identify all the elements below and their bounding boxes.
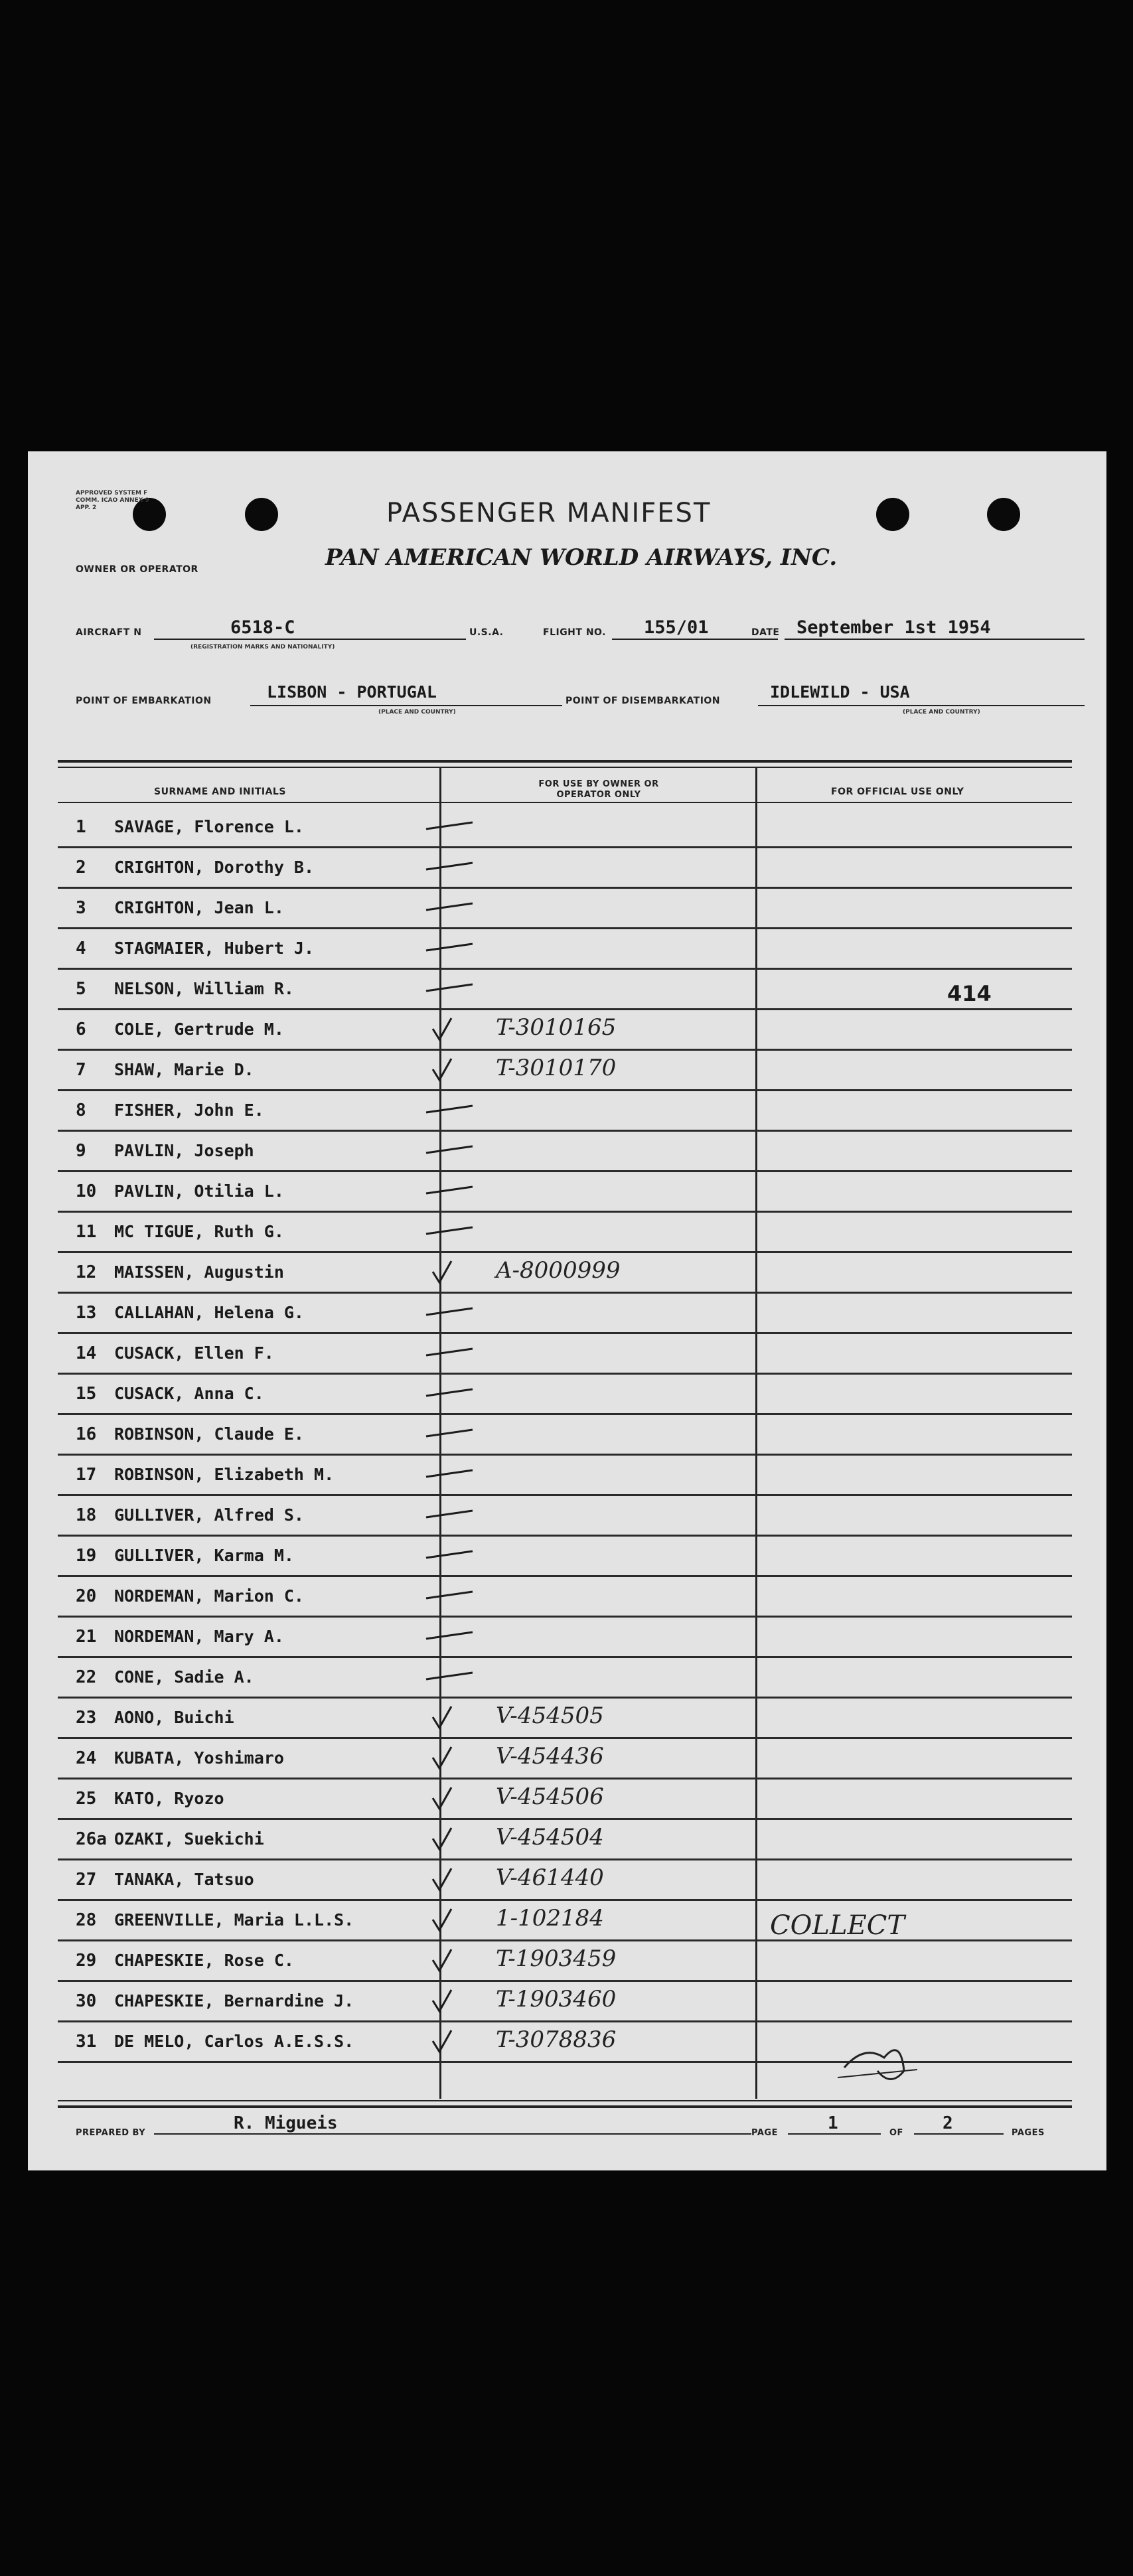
check-mark bbox=[426, 814, 479, 841]
passenger-number: 14 bbox=[76, 1343, 97, 1363]
check-mark bbox=[426, 1989, 479, 2015]
check-mark bbox=[426, 895, 479, 922]
passenger-number: 25 bbox=[76, 1789, 97, 1809]
airline-name: PAN AMERICAN WORLD AIRWAYS, INC. bbox=[325, 544, 838, 571]
row-rule bbox=[58, 1494, 1072, 1496]
disembark-sub: (PLACE AND COUNTRY) bbox=[903, 709, 980, 716]
check-mark bbox=[426, 936, 479, 962]
check-mark bbox=[426, 1503, 479, 1529]
row-rule bbox=[58, 1737, 1072, 1739]
row-rule bbox=[58, 1211, 1072, 1213]
disembark-value: IDLEWILD - USA bbox=[770, 682, 910, 702]
date-label: DATE bbox=[751, 627, 780, 638]
passenger-number: 28 bbox=[76, 1910, 97, 1930]
passenger-number: 18 bbox=[76, 1505, 97, 1525]
row-rule bbox=[58, 1251, 1072, 1253]
passenger-name: KATO, Ryozo bbox=[114, 1789, 224, 1808]
passenger-number: 13 bbox=[76, 1303, 97, 1323]
table-bottom-rule bbox=[58, 2100, 1072, 2101]
row-rule bbox=[58, 1130, 1072, 1132]
form-title: PASSENGER MANIFEST bbox=[386, 498, 712, 528]
passenger-name: ROBINSON, Elizabeth M. bbox=[114, 1465, 335, 1484]
check-mark bbox=[426, 855, 479, 881]
official-initials-scribble bbox=[838, 2031, 924, 2091]
manifest-sheet bbox=[28, 451, 1106, 2170]
row-rule bbox=[58, 1858, 1072, 1860]
passenger-name: CUSACK, Ellen F. bbox=[114, 1343, 274, 1363]
of-value: 2 bbox=[943, 2113, 953, 2133]
passenger-number: 4 bbox=[76, 939, 86, 958]
passenger-name: GREENVILLE, Maria L.L.S. bbox=[114, 1910, 354, 1930]
passenger-number: 29 bbox=[76, 1951, 97, 1971]
passenger-number: 19 bbox=[76, 1546, 97, 1566]
check-mark bbox=[426, 1584, 479, 1610]
punch-hole bbox=[245, 498, 278, 531]
passenger-name: NORDEMAN, Marion C. bbox=[114, 1586, 304, 1606]
row-rule bbox=[58, 2020, 1072, 2022]
row-rule bbox=[58, 1089, 1072, 1091]
passenger-name: CALLAHAN, Helena G. bbox=[114, 1303, 304, 1322]
aircraft-value: 6518-C bbox=[230, 617, 295, 638]
check-mark bbox=[426, 1705, 479, 1732]
passenger-number: 2 bbox=[76, 858, 86, 877]
row-rule bbox=[58, 1575, 1072, 1577]
passenger-name: AONO, Buichi bbox=[114, 1708, 234, 1727]
row-rule bbox=[58, 1454, 1072, 1456]
check-mark bbox=[426, 1624, 479, 1651]
row-rule bbox=[58, 1535, 1072, 1537]
check-mark bbox=[426, 1098, 479, 1124]
check-mark bbox=[426, 1827, 479, 1853]
document-number: T-3078836 bbox=[496, 2026, 617, 2053]
row-rule bbox=[58, 1049, 1072, 1051]
passenger-name: CONE, Sadie A. bbox=[114, 1667, 254, 1687]
col-surname-header: SURNAME AND INITIALS bbox=[154, 787, 286, 797]
passenger-number: 1 bbox=[76, 817, 86, 837]
row-rule bbox=[58, 1818, 1072, 1820]
passenger-name: FISHER, John E. bbox=[114, 1100, 264, 1120]
document-number: T-3010165 bbox=[496, 1014, 617, 1041]
passenger-name: DE MELO, Carlos A.E.S.S. bbox=[114, 2032, 354, 2051]
row-rule bbox=[58, 968, 1072, 970]
check-mark bbox=[426, 1543, 479, 1570]
collect-note: COLLECT bbox=[770, 1910, 905, 1941]
row-rule bbox=[58, 1332, 1072, 1334]
punch-hole bbox=[987, 498, 1020, 531]
passenger-name: ROBINSON, Claude E. bbox=[114, 1424, 304, 1444]
page-value: 1 bbox=[828, 2113, 838, 2133]
row-rule bbox=[58, 846, 1072, 848]
row-rule bbox=[58, 1980, 1072, 1982]
passenger-name: SHAW, Marie D. bbox=[114, 1060, 254, 1079]
passenger-number: 24 bbox=[76, 1748, 97, 1768]
passenger-name: NORDEMAN, Mary A. bbox=[114, 1627, 284, 1646]
flight-label: FLIGHT NO. bbox=[543, 627, 606, 638]
passenger-number: 20 bbox=[76, 1586, 97, 1606]
approval-stamp: APPROVED SYSTEM F COMM. ICAO ANNEX 9 APP. 2 bbox=[76, 490, 149, 511]
passenger-number: 22 bbox=[76, 1667, 97, 1687]
passenger-number: 27 bbox=[76, 1870, 97, 1890]
passenger-number: 6 bbox=[76, 1020, 86, 1039]
passenger-name: CHAPESKIE, Rose C. bbox=[114, 1951, 294, 1970]
prepared-value: R. Migueis bbox=[234, 2113, 338, 2133]
passenger-number: 26a bbox=[76, 1829, 107, 1849]
document-number: V-454436 bbox=[496, 1743, 604, 1770]
flight-value: 155/01 bbox=[644, 617, 709, 638]
passenger-name: KUBATA, Yoshimaro bbox=[114, 1748, 284, 1768]
document-number: V-454506 bbox=[496, 1783, 604, 1810]
aircraft-label: AIRCRAFT N bbox=[76, 627, 142, 638]
passenger-number: 3 bbox=[76, 898, 86, 918]
check-mark bbox=[426, 1867, 479, 1894]
col-owner-header: FOR USE BY OWNER OR OPERATOR ONLY bbox=[538, 779, 659, 800]
passenger-number: 16 bbox=[76, 1424, 97, 1444]
embark-value: LISBON - PORTUGAL bbox=[267, 682, 437, 702]
document-number: V-454505 bbox=[496, 1703, 604, 1729]
punch-hole bbox=[876, 498, 909, 531]
row-rule bbox=[58, 1697, 1072, 1699]
document-number: V-454504 bbox=[496, 1824, 604, 1851]
check-mark bbox=[426, 1908, 479, 1934]
passenger-name: MAISSEN, Augustin bbox=[114, 1262, 284, 1282]
check-mark bbox=[426, 1381, 479, 1408]
passenger-name: CRIGHTON, Jean L. bbox=[114, 898, 284, 917]
document-number: T-1903460 bbox=[496, 1986, 617, 2012]
document-number: A-8000999 bbox=[496, 1257, 621, 1284]
check-mark bbox=[426, 2029, 479, 2056]
usa-label: U.S.A. bbox=[469, 627, 504, 638]
row-rule bbox=[58, 927, 1072, 929]
of-label: OF bbox=[889, 2128, 903, 2138]
passenger-name: NELSON, William R. bbox=[114, 979, 294, 998]
passenger-number: 11 bbox=[76, 1222, 97, 1242]
check-mark bbox=[426, 1260, 479, 1286]
passenger-number: 15 bbox=[76, 1384, 97, 1404]
embark-label: POINT OF EMBARKATION bbox=[76, 696, 212, 706]
document-number: T-1903459 bbox=[496, 1945, 617, 1972]
passenger-name: GULLIVER, Alfred S. bbox=[114, 1505, 304, 1525]
row-rule bbox=[58, 1008, 1072, 1010]
row-rule bbox=[58, 1292, 1072, 1294]
passenger-name: PAVLIN, Joseph bbox=[114, 1141, 254, 1160]
aircraft-sub: (REGISTRATION MARKS AND NATIONALITY) bbox=[190, 644, 335, 650]
check-mark bbox=[426, 1300, 479, 1327]
passenger-number: 5 bbox=[76, 979, 86, 999]
check-mark bbox=[426, 1665, 479, 1691]
passenger-name: CUSACK, Anna C. bbox=[114, 1384, 264, 1403]
check-mark bbox=[426, 1179, 479, 1205]
page-label: PAGE bbox=[751, 2128, 778, 2138]
col-official-header: FOR OFFICIAL USE ONLY bbox=[831, 787, 964, 797]
document-number: V-461440 bbox=[496, 1864, 604, 1891]
owner-label: OWNER OR OPERATOR bbox=[76, 564, 198, 575]
passenger-number: 23 bbox=[76, 1708, 97, 1728]
passenger-name: PAVLIN, Otilia L. bbox=[114, 1181, 284, 1201]
document-number: T-3010170 bbox=[496, 1055, 617, 1081]
row-rule bbox=[58, 1656, 1072, 1658]
passenger-number: 30 bbox=[76, 1991, 97, 2011]
passenger-name: MC TIGUE, Ruth G. bbox=[114, 1222, 284, 1241]
check-mark bbox=[426, 1786, 479, 1813]
check-mark bbox=[426, 1057, 479, 1084]
disembark-label: POINT OF DISEMBARKATION bbox=[566, 696, 721, 706]
row-rule bbox=[58, 1899, 1072, 1901]
table-top-rule bbox=[58, 760, 1072, 763]
check-mark bbox=[426, 1746, 479, 1772]
row-rule bbox=[58, 1616, 1072, 1618]
passenger-name: TANAKA, Tatsuo bbox=[114, 1870, 254, 1889]
prepared-label: PREPARED BY bbox=[76, 2128, 146, 2138]
check-mark bbox=[426, 1462, 479, 1489]
row-rule bbox=[58, 1413, 1072, 1415]
check-mark bbox=[426, 1219, 479, 1246]
official-note: 414 bbox=[947, 981, 992, 1006]
check-mark bbox=[426, 1017, 479, 1043]
passenger-name: OZAKI, Suekichi bbox=[114, 1829, 264, 1849]
check-mark bbox=[426, 1138, 479, 1165]
passenger-name: COLE, Gertrude M. bbox=[114, 1020, 284, 1039]
check-mark bbox=[426, 1422, 479, 1448]
passenger-number: 7 bbox=[76, 1060, 86, 1080]
row-rule bbox=[58, 1170, 1072, 1172]
passenger-number: 17 bbox=[76, 1465, 97, 1485]
passenger-number: 12 bbox=[76, 1262, 97, 1282]
date-value: September 1st 1954 bbox=[796, 617, 991, 638]
document-number: 1-102184 bbox=[496, 1905, 604, 1932]
passenger-number: 9 bbox=[76, 1141, 86, 1161]
pages-label: PAGES bbox=[1012, 2128, 1045, 2138]
passenger-name: STAGMAIER, Hubert J. bbox=[114, 939, 315, 958]
passenger-number: 10 bbox=[76, 1181, 97, 1201]
row-rule bbox=[58, 1778, 1072, 1780]
passenger-number: 21 bbox=[76, 1627, 97, 1647]
check-mark bbox=[426, 1341, 479, 1367]
passenger-number: 31 bbox=[76, 2032, 97, 2052]
row-rule bbox=[58, 1373, 1072, 1375]
embark-sub: (PLACE AND COUNTRY) bbox=[378, 709, 456, 716]
check-mark bbox=[426, 1948, 479, 1975]
passenger-name: CHAPESKIE, Bernardine J. bbox=[114, 1991, 354, 2010]
passenger-name: SAVAGE, Florence L. bbox=[114, 817, 304, 836]
row-rule bbox=[58, 1939, 1072, 1941]
check-mark bbox=[426, 976, 479, 1003]
passenger-number: 8 bbox=[76, 1100, 86, 1120]
row-rule bbox=[58, 887, 1072, 889]
passenger-name: GULLIVER, Karma M. bbox=[114, 1546, 294, 1565]
passenger-name: CRIGHTON, Dorothy B. bbox=[114, 858, 315, 877]
